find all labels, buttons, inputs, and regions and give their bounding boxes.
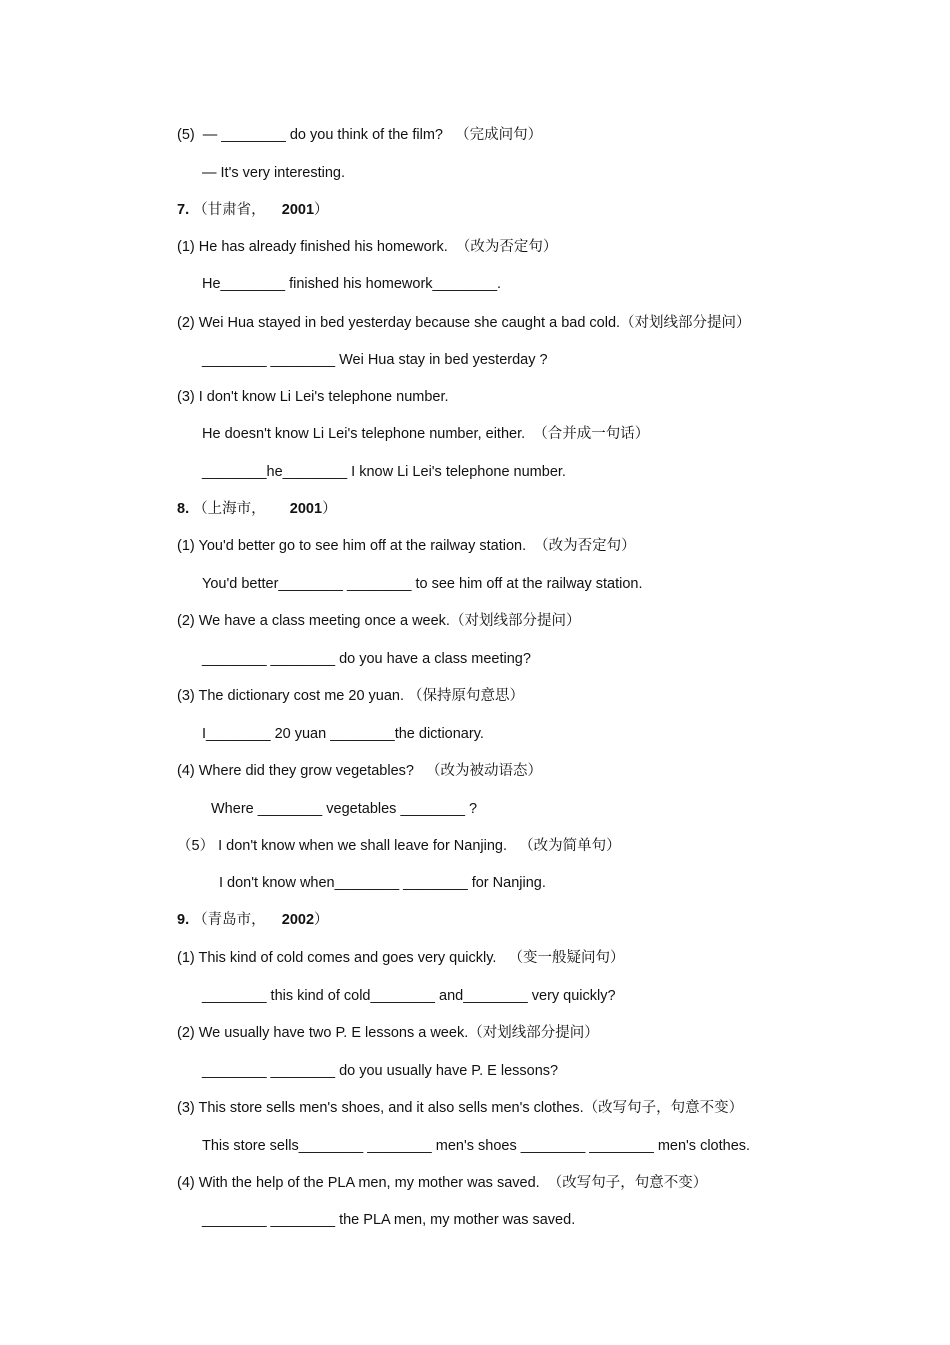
section-7-heading	[177, 200, 329, 220]
s9-q2-blank: ________ ________ do you usually have P. E lessons?	[202, 1063, 559, 1079]
s7-q1-blank: He________ finished his homework________.	[202, 276, 502, 292]
s9-q1-blank: ________ this kind of cold________ and________ very quickly?	[202, 988, 616, 1004]
s7-q2-prompt: (2) Wei Hua stayed in bed yesterday because she caught a bad cold.（对划线部分提问）	[177, 315, 751, 331]
section-year: 2002	[281, 912, 315, 928]
s7-q3-prompt: (3) I don't know Li Lei's telephone number.	[177, 389, 449, 405]
s9-q2-prompt: (2) We usually have two P. E lessons a week.（对划线部分提问）	[177, 1025, 599, 1041]
s8-q3-blank: I________ 20 yuan ________the dictionary.	[202, 726, 484, 742]
s8-q2-blank: ________ ________ do you have a class meeting?	[202, 651, 531, 667]
s8-q5-blank: I don't know when________ ________ for Nanjing.	[219, 875, 546, 891]
s7-q3-blank: ________he________ I know Li Lei's telephone number.	[202, 464, 566, 480]
section-close: ）	[314, 202, 329, 218]
s7-q1-prompt: (1) He has already finished his homework. （改为否定句）	[177, 239, 558, 255]
s8-q1-prompt: (1) You'd better go to see him off at the railway station. （改为否定句）	[177, 538, 636, 554]
section-9-heading	[177, 910, 329, 930]
s8-q4-blank: Where ________ vegetables ________ ?	[211, 801, 478, 817]
s9-q4-prompt: (4) With the help of the PLA men, my mother was saved. （改写句子，句意不变）	[177, 1175, 708, 1191]
section-number: 9.	[177, 912, 190, 928]
s9-q1-prompt: (1) This kind of cold comes and goes very quickly. （变一般疑问句）	[177, 950, 625, 966]
question-5-prompt: (5) — ________ do you think of the film? （完成问句）	[177, 127, 543, 143]
section-number: 8.	[177, 501, 190, 517]
s7-q3-prompt-b: He doesn't know Li Lei's telephone number, either. （合并成一句话）	[202, 426, 650, 442]
s9-q3-prompt: (3) This store sells men's shoes, and it also sells men's clothes.（改写句子，句意不变）	[177, 1100, 744, 1116]
s8-q1-blank: You'd better________ ________ to see him off at the railway station.	[202, 576, 643, 592]
section-place: （甘肃省，	[193, 202, 266, 218]
s7-q2-blank: ________ ________ Wei Hua stay in bed yesterday ?	[202, 352, 548, 368]
section-close: ）	[314, 912, 329, 928]
question-5-answer: — It's very interesting.	[202, 165, 345, 181]
s8-q5-prompt: （5） I don't know when we shall leave for Nanjing. （改为简单句）	[177, 838, 621, 854]
section-place: （青岛市，	[193, 912, 266, 928]
s9-q3-blank: This store sells________ ________ men's shoes ________ ________ men's clothes.	[202, 1138, 751, 1154]
s8-q4-prompt: (4) Where did they grow vegetables? （改为被动语态）	[177, 763, 543, 779]
section-number: 7.	[177, 202, 190, 218]
section-8-heading	[177, 499, 337, 519]
s8-q3-prompt: (3) The dictionary cost me 20 yuan. （保持原句意思）	[177, 688, 525, 704]
section-close: ）	[322, 501, 337, 517]
section-year: 2001	[289, 501, 323, 517]
section-place: （上海市，	[193, 501, 266, 517]
section-year: 2001	[281, 202, 315, 218]
s8-q2-prompt: (2) We have a class meeting once a week.（对划线部分提问）	[177, 613, 581, 629]
s9-q4-blank: ________ ________ the PLA men, my mother was saved.	[202, 1212, 576, 1228]
